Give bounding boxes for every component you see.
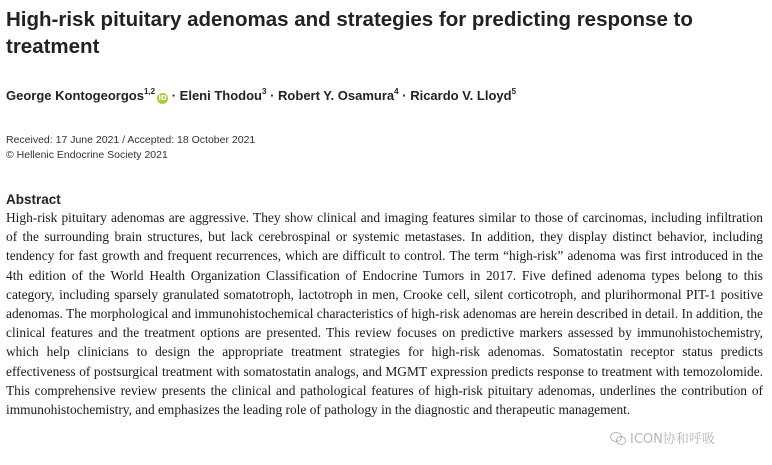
watermark-text: ICON协和呼吸	[630, 432, 715, 447]
orcid-icon[interactable]: iD	[158, 94, 167, 102]
author-list	[6, 87, 766, 105]
abstract-heading: Abstract	[6, 192, 61, 207]
author-name[interactable]: Robert Y. Osamura	[278, 88, 395, 103]
author-separator: ·	[402, 88, 407, 103]
author-name[interactable]: George Kontogeorgos	[6, 88, 144, 103]
author-separator: ·	[171, 88, 177, 103]
author-affiliation: 1,2	[143, 87, 156, 96]
watermark	[610, 428, 715, 447]
author-affiliation: 3	[262, 87, 267, 96]
article-title: High-risk pituitary adenomas and strategies for predicting response to treatment	[6, 8, 693, 58]
author-name[interactable]: Eleni Thodou	[179, 88, 262, 103]
author-separator: ·	[270, 88, 275, 103]
author-affiliation: 4	[394, 87, 399, 96]
author-name[interactable]: Ricardo V. Lloyd	[410, 88, 512, 103]
author-affiliation: 5	[511, 87, 517, 96]
received-accepted-dates: Received: 17 June 2021 / Accepted: 18 October 2021	[6, 134, 256, 146]
copyright-notice: © Hellenic Endocrine Society 2021	[6, 149, 168, 161]
wechat-logo-icon	[610, 431, 626, 445]
abstract-text: High-risk pituitary adenomas are aggressive. They show clinical and imaging features similar to those of carcinomas, including infiltration of the surrounding brain structures, but lack cerebrospinal or systemic metastases. In addition, they display distinct behavior, including tendency for fast growth and frequent recurrences, which are difficult to control. The term “high-risk” adenoma was first introduced in the 4th edition of the World Health Organization Classification of Endocrine Tumors in 2017. Five defined adenoma types belong to this category, including sparsely granulated somatotroph, lactotroph in men, Crooke cell, silent corticotroph, and plurihormonal PIT-1 positive adenomas. The morphological and immunohistochemical characteristics of high-risk adenomas are herein described in detail. In addition, the clinical features and the treatment options are presented. This review focuses on predictive markers assessed by immunohistochemistry, which help clinicians to design the appropriate treatment strategies for high-risk adenomas. Somatostatin receptor status predicts effectiveness of postsurgical treatment with somatostatin analogs, and MGMT expression predicts response to treatment with temozolomide. This comprehensive review presents the clinical and pathological features of high-risk pituitary adenomas, underlines the contribution of immunohistochemistry, and emphasizes the leading role of pathology in the diagnostic and therapeutic management.	[6, 210, 763, 418]
publication-dates	[6, 133, 255, 163]
